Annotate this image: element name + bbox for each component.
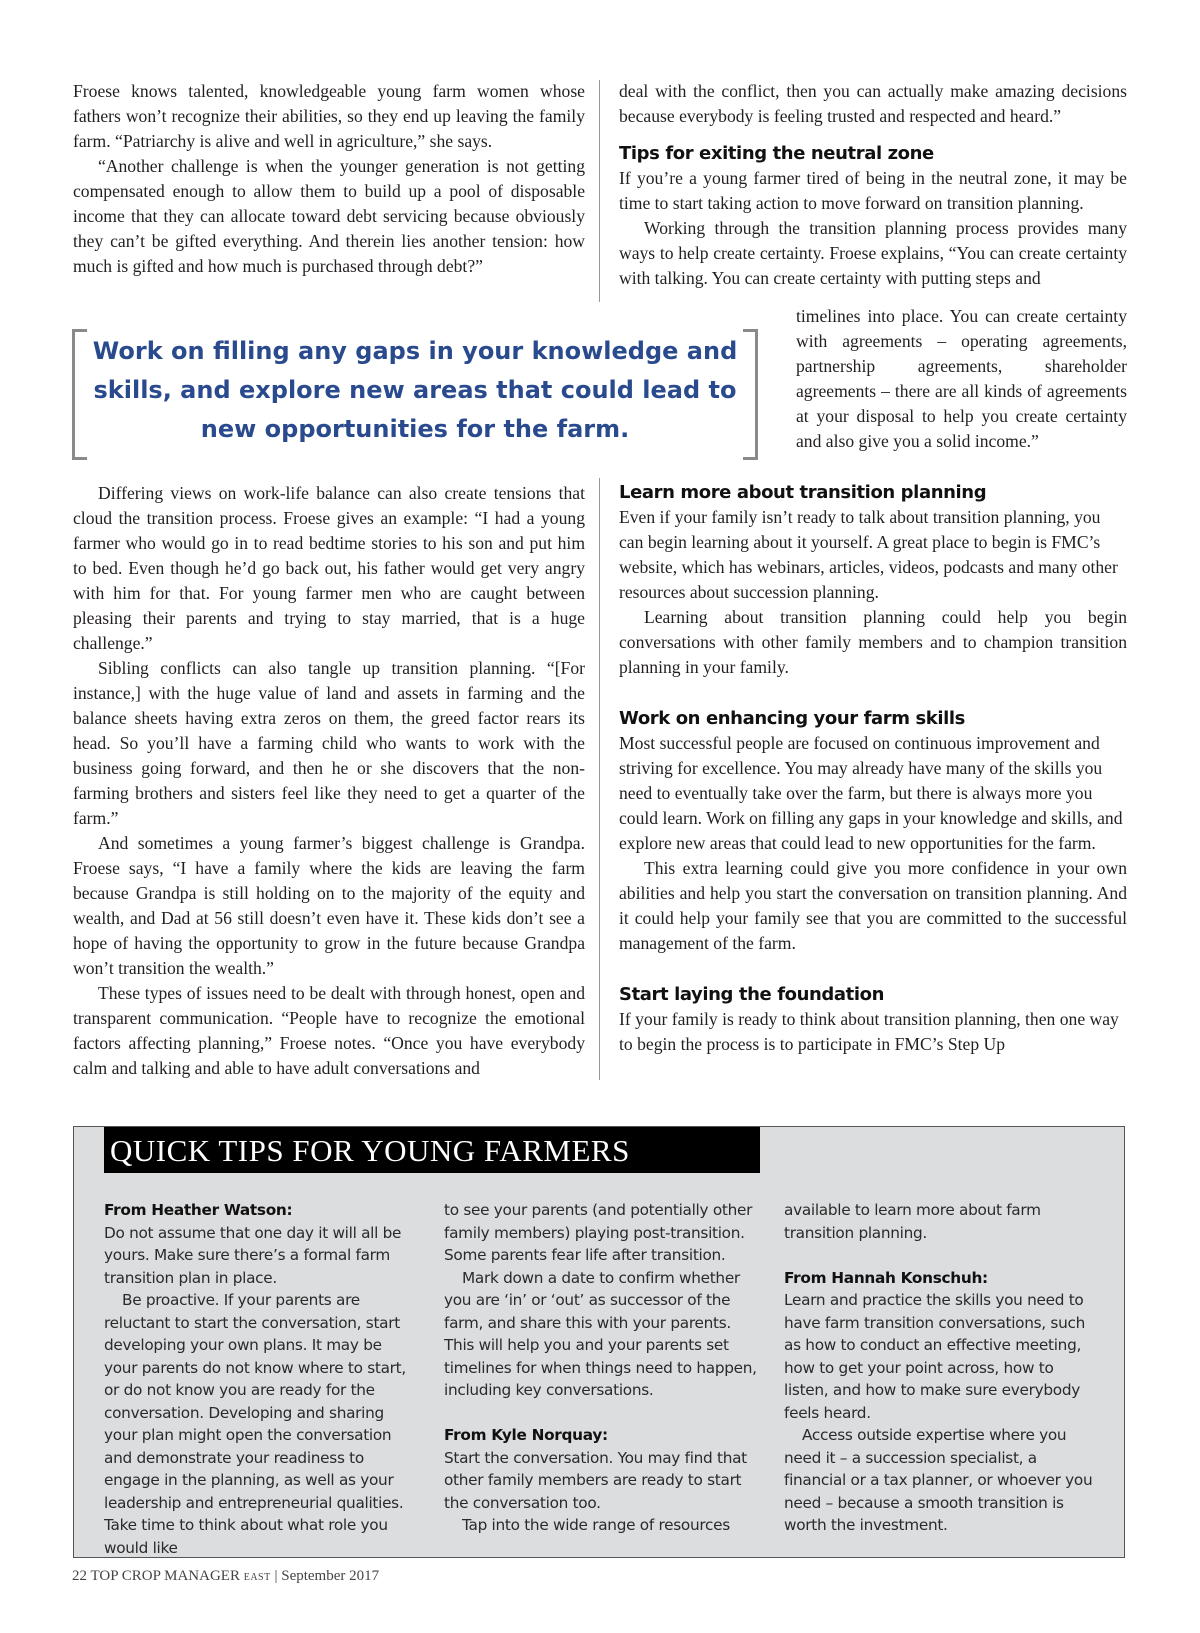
column-rule	[599, 80, 600, 302]
quick-tips-box	[73, 1126, 1125, 1558]
paragraph: Working through the transition planning process provides many ways to help create certainty. Froese explains, “You can create certainty with talking. You can create certainty with putting steps and	[619, 218, 1127, 288]
paragraph: If you’re a young farmer tired of being in the neutral zone, it may be time to start taking action to move forward on transition planning.	[619, 168, 1127, 213]
pull-quote-text: Work on filling any gaps in your knowledge and skills, and explore new areas that could lead to new opportunities for the farm.	[92, 337, 738, 443]
paragraph: Learning about transition planning could help you begin conversations with other family members and to champion transition planning in your family.	[619, 607, 1127, 677]
tip-paragraph: to see your parents (and potentially other family members) playing post-transition. Some parents fear life after transition.	[444, 1201, 753, 1264]
tip-paragraph: Mark down a date to confirm whether you are ‘in’ or ‘out’ as successor of the farm, and share this with your parents. This will help you and your parents set timelines for when things need to happen, including key conversations.	[444, 1268, 757, 1399]
tip-paragraph: Start the conversation. You may find that other family members are ready to start the conversation too.	[444, 1448, 747, 1512]
right-column-bottom	[619, 480, 1127, 1057]
quick-tips-title: QUICK TIPS FOR YOUNG FARMERS	[104, 1127, 760, 1173]
paragraph: This extra learning could give you more confidence in your own abilities and help you start the conversation on transition planning. And it could help your family see that you are committed to the successful management of the farm.	[619, 858, 1127, 953]
page-footer	[72, 1568, 379, 1585]
tip-author: From Hannah Konschuh:	[784, 1268, 988, 1287]
column-rule	[599, 478, 600, 1080]
quick-tips-column-3	[784, 1199, 1097, 1537]
tip-paragraph: Do not assume that one day it will all be yours. Make sure there’s a formal farm transition plan in place.	[104, 1223, 402, 1287]
paragraph: Even if your family isn’t ready to talk about transition planning, you can begin learning about it yourself. A great place to begin is FMC’s website, which has webinars, articles, videos, podcasts and many other resources about succession planning.	[619, 507, 1118, 602]
right-column-narrow	[796, 304, 1127, 454]
paragraph: Differing views on work-life balance can also create tensions that cloud the transition process. Froese gives an example: “I had a young farmer who would go in to read bedtime stories to his son and put him to bed. Even though he’d go back out, his father would get very angry with him for that. For young farmer men who are caught between pleasing their parents and trying to stay married, that is a huge challenge.”	[73, 483, 585, 653]
paragraph: If your family is ready to think about transition planning, then one way to begin the process is to participate in FMC’s Step Up	[619, 1009, 1119, 1054]
paragraph: And sometimes a young farmer’s biggest challenge is Grandpa. Froese says, “I have a family where the kids are leaving the farm because Grandpa is still holding on to the majority of the equity and wealth, and Dad at 56 still doesn’t even have it. These kids don’t see a hope of having the opportunity to grow in the future because Grandpa won’t transition the wealth.”	[73, 833, 585, 978]
section-heading: Start laying the foundation	[619, 984, 885, 1005]
tip-paragraph: Be proactive. If your parents are reluctant to start the conversation, start developing your own plans. It may be your parents do not know where to start, or do not know you are ready for the conversation. Developing and sharing your plan might open the conversation and demonstrate your readiness to engage in the planning, as well as your leadership and entrepreneurial qualities. Take time to think about what role you would like	[104, 1291, 406, 1557]
left-column-bottom	[73, 481, 585, 1081]
tip-author: From Kyle Norquay:	[444, 1426, 608, 1444]
quick-tips-column-1	[104, 1199, 417, 1559]
section-heading: Tips for exiting the neutral zone	[619, 143, 934, 164]
issue-date: September 2017	[281, 1568, 380, 1584]
paragraph: These types of issues need to be dealt with through honest, open and transparent communication. “People have to recognize the emotional factors affecting planning,” Froese notes. “Once you have everybody calm and talking and able to have adult conversations and	[73, 983, 585, 1078]
tip-paragraph: available to learn more about farm transition planning.	[784, 1201, 1041, 1242]
section-heading: Work on enhancing your farm skills	[619, 708, 965, 729]
tip-paragraph: Tap into the wide range of resources	[462, 1516, 730, 1534]
right-column-top	[619, 79, 1127, 291]
pull-quote	[72, 329, 758, 456]
left-column-top	[73, 79, 585, 279]
section-heading: Learn more about transition planning	[619, 482, 987, 503]
tip-paragraph: Access outside expertise where you need it – a succession specialist, a financial or a tax planner, or whoever you need – because a smooth transition is worth the investment.	[784, 1426, 1093, 1534]
footer-separator: |	[274, 1568, 278, 1584]
page-number: 22	[72, 1568, 87, 1584]
quick-tips-column-2	[444, 1199, 757, 1537]
paragraph: timelines into place. You can create certainty with agreements – operating agreements, partnership agreements, shareholder agreements – there are all kinds of agreements at your disposal to help you create certainty and also give you a solid income.”	[796, 306, 1127, 451]
magazine-name: TOP CROP MANAGER	[90, 1568, 240, 1584]
tip-paragraph: Learn and practice the skills you need to have farm transition conversations, such as how to conduct an effective meeting, how to get your point across, how to listen, and how to make sure everybody feels heard.	[784, 1291, 1086, 1422]
paragraph: “Another challenge is when the younger generation is not getting compensated enough to allow them to build up a pool of disposable income that they can allocate toward debt servicing because obviously they can’t be gifted everything. And therein lies another tension: how much is gifted and how much is purchased through debt?”	[73, 156, 585, 276]
paragraph: Froese knows talented, knowledgeable young farm women whose fathers won’t recognize their abilities, so they end up leaving the family farm. “Patriarchy is alive and well in agriculture,” she says.	[73, 81, 585, 151]
paragraph: Sibling conflicts can also tangle up transition planning. “[For instance,] with the huge value of land and assets in farming and the balance sheets having extra zeros on them, the greed factor rears its head. So you’ll have a farming child who wants to work with the business going forward, and then he or she discovers that the non-farming brothers and sisters feel like they need to get a quarter of the farm.”	[73, 658, 585, 828]
tip-author: From Heather Watson:	[104, 1201, 293, 1219]
paragraph: deal with the conflict, then you can actually make amazing decisions because everybody is feeling trusted and respected and heard.”	[619, 81, 1127, 126]
paragraph: Most successful people are focused on continuous improvement and striving for excellence. You may already have many of the skills you need to eventually take over the farm, but there is always more you could learn. Work on filling any gaps in your knowledge and skills, and explore new areas that could lead to new opportunities for the farm.	[619, 733, 1123, 853]
magazine-edition: EAST	[243, 1572, 271, 1583]
